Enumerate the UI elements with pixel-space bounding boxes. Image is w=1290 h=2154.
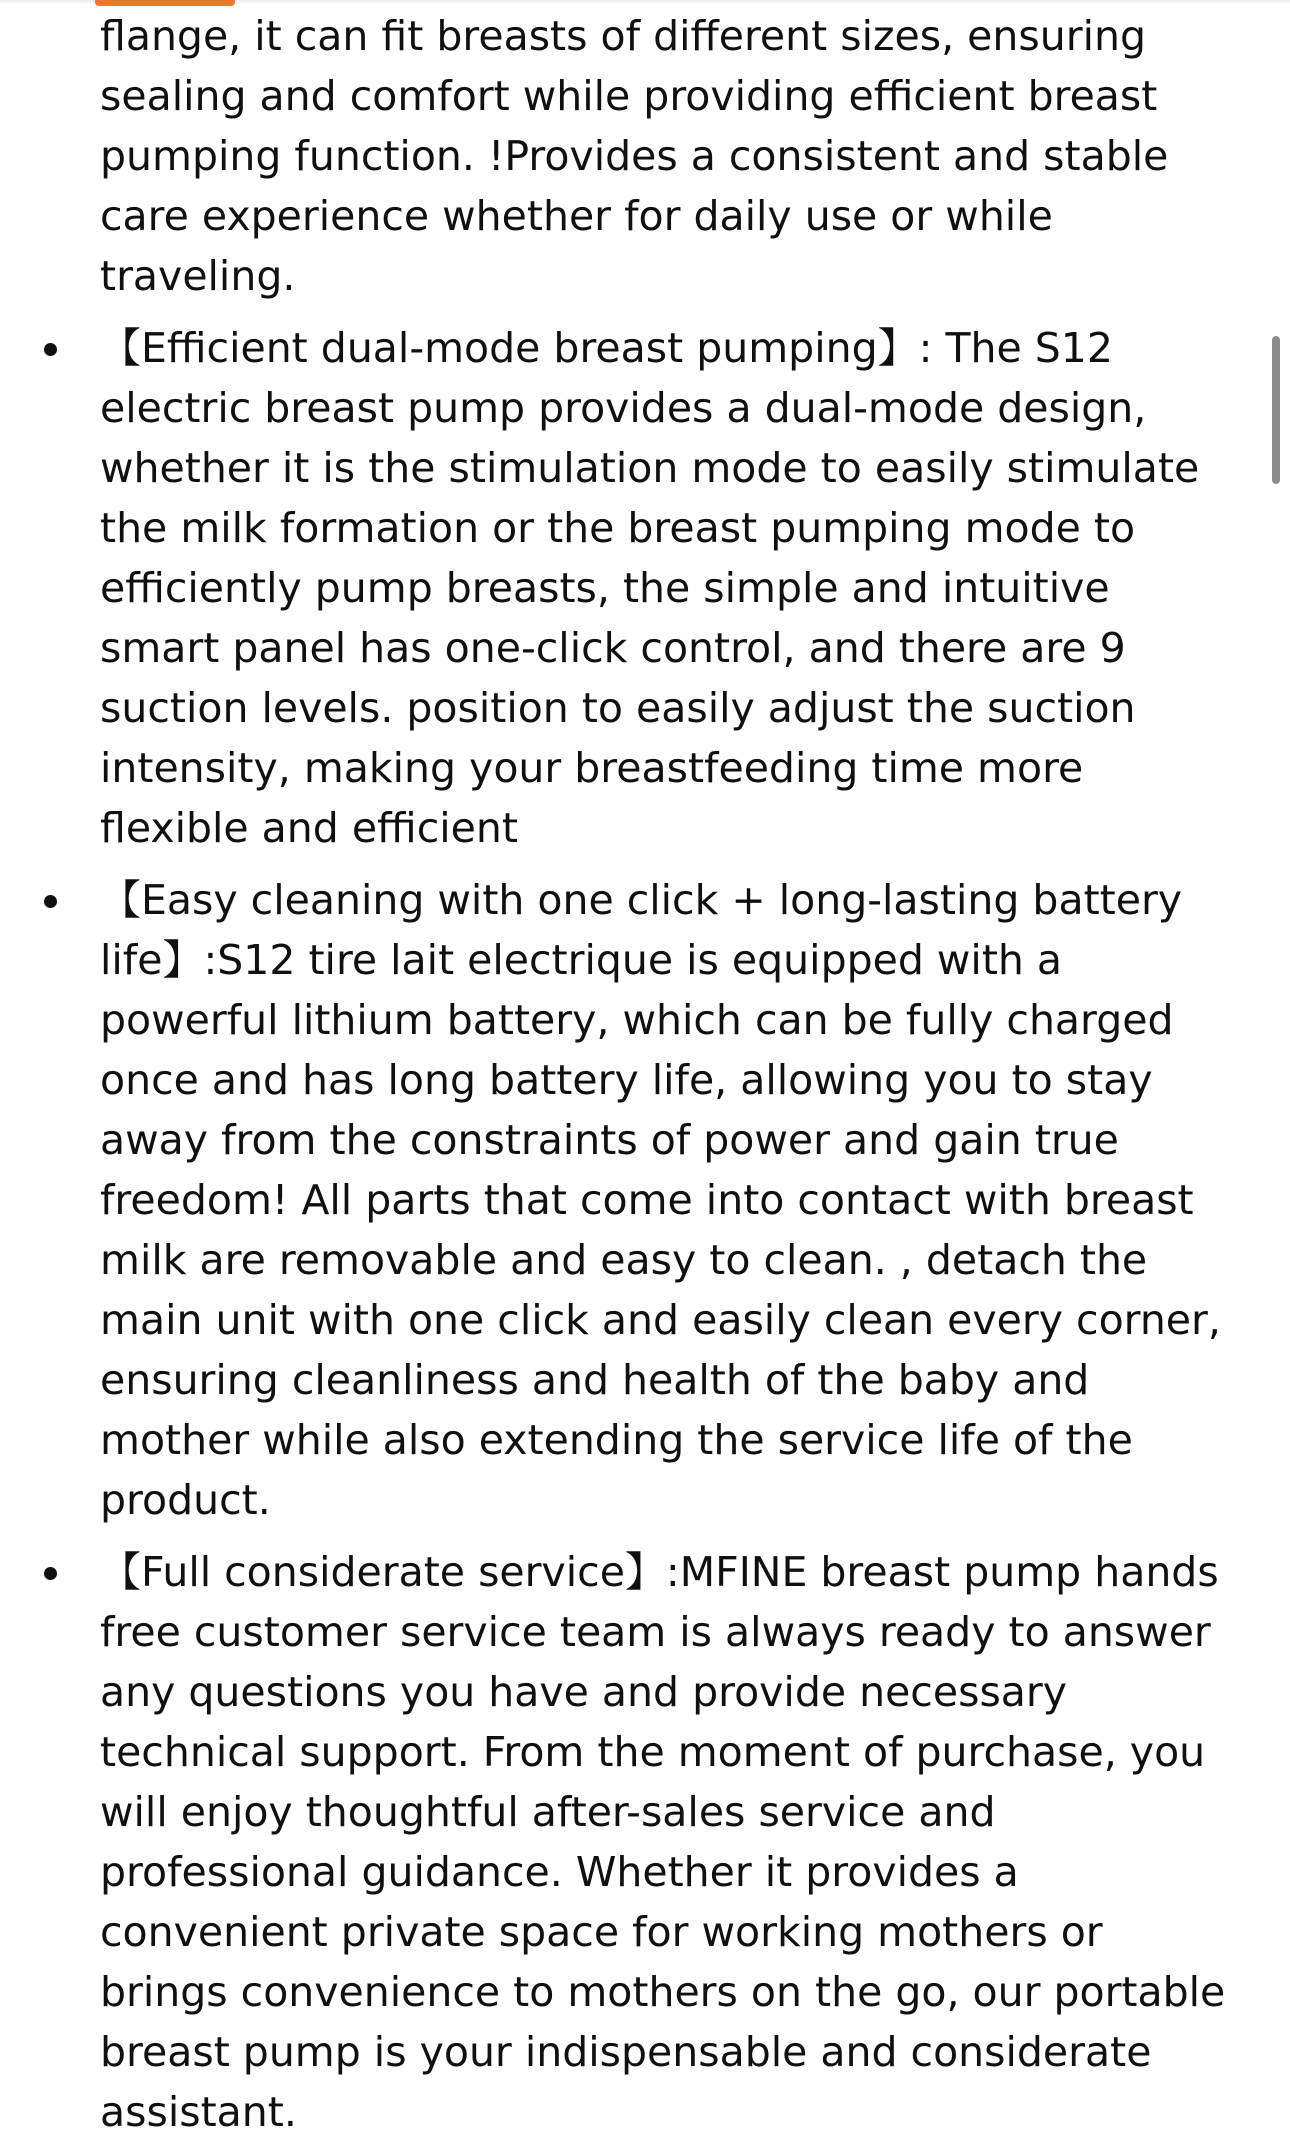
bullet-dot-icon <box>44 343 57 356</box>
bullet-text: 【Easy cleaning with one click + long-lasting battery life】:S12 tire lait electrique is equipped with a powerful lithium battery, which can be fully charged once and has long battery life, allowing you to stay away from the constraints of power and gain true freedom! All parts that come into contact with breast milk are removable and easy to clean. , detach the main unit with one click and easily clean every corner, ensuring cleanliness and health of the baby and mother while also extending the service life of the product. <box>100 876 1221 1524</box>
scrollbar-thumb[interactable] <box>1272 336 1280 484</box>
feature-bullet-list <box>0 318 1290 2142</box>
bullet-text: 【Full considerate service】:MFINE breast pump hands free customer service team is always ready to answer any questions you have and provide necessary technical support. From the moment of purchase, you will enjoy thoughtful after-sales service and professional guidance. Whether it provides a convenient private space for working mothers or brings convenience to mothers on the go, our portable breast pump is your indispensable and considerate assistant. <box>100 1548 1226 2136</box>
bullet-dot-icon <box>44 895 57 908</box>
previous-bullet-continuation: flange, it can fit breasts of different sizes, ensuring sealing and comfort while providing efficient breast pumping function. !Provides a consistent and stable care experience whether for daily use or while traveling. <box>100 12 1169 300</box>
bullet-easy-cleaning <box>0 870 1290 1530</box>
bullet-service <box>0 1542 1290 2142</box>
bullet-dual-mode <box>0 318 1290 858</box>
bullet-dot-icon <box>44 1567 57 1580</box>
bullet-text: 【Efficient dual-mode breast pumping】: The S12 electric breast pump provides a dual-mode design, whether it is the stimulation mode to easily stimulate the milk formation or the breast pumping mode to efficiently pump breasts, the simple and intuitive smart panel has one-click control, and there are 9 suction levels. position to easily adjust the suction intensity, making your breastfeeding time more flexible and efficient <box>100 324 1200 852</box>
